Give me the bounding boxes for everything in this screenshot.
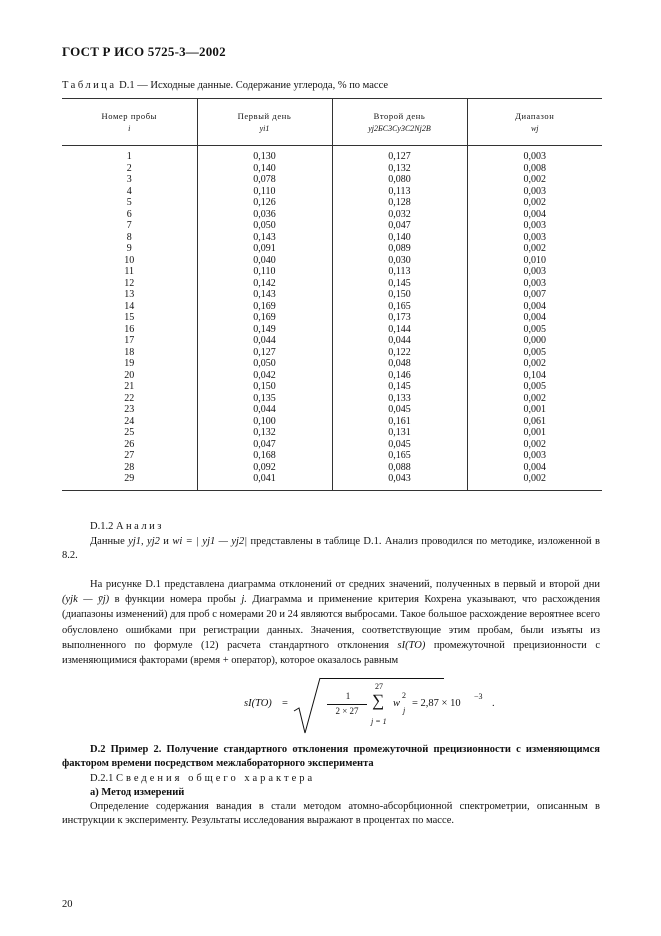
cell-day1: 0,100 [197,416,332,428]
cell-day2: 0,165 [332,450,467,462]
cell-sample: 22 [124,392,135,404]
col-header-day2: Второй день yj2БС3Су3С2Nj2В [332,99,467,146]
cell-sample: 21 [124,381,135,392]
cell-day1: 0,130 [197,146,332,163]
fraction-denominator: 2 × 27 [335,706,359,716]
cell-range: 0,001 [467,404,602,416]
cell-range: 0,005 [467,347,602,359]
cell-range: 0,003 [467,146,602,163]
table-row [62,347,602,359]
cell-range: 0,003 [467,278,602,290]
table-row [62,324,602,336]
table-row [62,404,602,416]
cell-range: 0,000 [467,335,602,347]
cell-range: 0,002 [467,358,602,370]
cell-day1: 0,169 [197,312,332,324]
cell-day2: 0,045 [332,439,467,451]
cell-day2: 0,030 [332,255,467,267]
cell-range: 0,004 [467,312,602,324]
table-row [62,439,602,451]
cell-day2: 0,113 [332,266,467,278]
cell-day1: 0,044 [197,335,332,347]
cell-sample: 24 [124,415,135,427]
col-header-range: Диапазон wj [467,99,602,146]
cell-day2: 0,044 [332,335,467,347]
cell-day1: 0,127 [197,347,332,359]
cell-day2: 0,122 [332,347,467,359]
cell-day2: 0,161 [332,416,467,428]
cell-day1: 0,149 [197,324,332,336]
cell-day1: 0,143 [197,232,332,244]
cell-day2: 0,132 [332,163,467,175]
table-row [62,266,602,278]
cell-day1: 0,050 [197,358,332,370]
cell-range: 0,004 [467,462,602,474]
section-d12-heading: D.1.2 Анализ [90,521,164,532]
cell-day1: 0,050 [197,220,332,232]
table-row [62,393,602,405]
cell-day1: 0,143 [197,289,332,301]
cell-day1: 0,132 [197,427,332,439]
cell-range: 0,003 [467,220,602,232]
cell-range: 0,002 [467,473,602,490]
sqrt-sign-icon [292,677,322,737]
table-row [62,232,602,244]
sum-term: w [393,698,401,709]
cell-day1: 0,135 [197,393,332,405]
cell-range: 0,003 [467,266,602,278]
table-row [62,197,602,209]
cell-sample: 17 [124,335,135,346]
table-row [62,209,602,221]
cell-sample: 11 [124,266,135,277]
cell-day1: 0,078 [197,174,332,186]
formula-lhs: sI(TO) [244,698,272,709]
sum-term-power: 2 [402,691,406,700]
sum-term-index: j [403,706,406,715]
cell-day2: 0,128 [332,197,467,209]
cell-day2: 0,145 [332,278,467,290]
caption-label: Таблица [62,80,117,91]
cell-day2: 0,089 [332,243,467,255]
cell-day2: 0,043 [332,473,467,490]
cell-sample: 14 [124,300,135,312]
cell-day1: 0,168 [197,450,332,462]
table-row [62,186,602,198]
cell-sample: 8 [126,231,132,243]
cell-sample: 4 [126,185,132,197]
formula-exponent: −3 [474,692,483,701]
formula-block: sI(TO) = 1 2 × 27 27 ∑ j = 1 w 2 j = 2,87 × 10 −3 . [222,677,482,737]
cell-day1: 0,091 [197,243,332,255]
cell-sample: 13 [124,289,135,300]
section-d2-body: Определение содержания ванадия в стали методом атомно-абсорбционной спектрометрии, описанным в инструкции к эксперименту. Результаты исследования выражают в процентах по массе. [62,801,600,827]
caption-number: D.1 [119,80,135,91]
cell-day2: 0,140 [332,232,467,244]
cell-day2: 0,047 [332,220,467,232]
table-row [62,462,602,474]
cell-day2: 0,113 [332,186,467,198]
cell-day1: 0,142 [197,278,332,290]
cell-sample: 10 [124,254,135,266]
table-row [62,289,602,301]
section-d2-title: D.2 Пример 2. Получение стандартного отклонения промежуточной прецизионности с изменяющимся фактором времени посредством межлабораторного эксперимента [62,744,600,770]
cell-range: 0,004 [467,301,602,313]
section-d21-heading: D.2.1 Сведения общего характера [90,773,316,784]
table-header-row [62,99,602,146]
cell-sample: 3 [126,174,132,185]
table-row [62,174,602,186]
cell-day2: 0,131 [332,427,467,439]
cell-day1: 0,042 [197,370,332,382]
section-d12-para2: На рисунке D.1 представлена диаграмма отклонений от средних значений, полученных в первый и второй дни (yjk — ȳj) в функции номера пробы j. Диаграмма и применение критерия Кохрена указывают, что расхождения (диапазоны изменений) для проб с номерами 20 и 24 являются выбросами. Такое большое расхождение вероятнее всего обусловлено ошибками при регистрации данных. Значения, соответствующие этим пробам, были изъяты из выполненного по формуле (12) расчета стандартного отклонения sI(TO) промежуточной прецизионности с изменяющимися факторами (время + оператор), которое оказалось равным [62,579,601,667]
cell-day2: 0,145 [332,381,467,393]
cell-sample: 20 [124,369,135,381]
item-a: а) Метод измерений [90,787,185,798]
page-number: 20 [62,899,73,910]
table-caption [62,80,388,91]
cell-sample: 16 [124,323,135,335]
cell-day2: 0,127 [332,146,467,163]
cell-range: 0,003 [467,232,602,244]
cell-day1: 0,140 [197,163,332,175]
cell-day2: 0,032 [332,209,467,221]
cell-day1: 0,047 [197,439,332,451]
cell-day2: 0,133 [332,393,467,405]
cell-day1: 0,041 [197,473,332,490]
cell-range: 0,005 [467,381,602,393]
cell-range: 0,001 [467,427,602,439]
cell-range: 0,002 [467,243,602,255]
cell-range: 0,010 [467,255,602,267]
sum-sign: ∑ [372,691,385,710]
cell-range: 0,061 [467,416,602,428]
cell-sample: 5 [126,197,132,208]
cell-day1: 0,040 [197,255,332,267]
cell-sample: 23 [124,404,135,415]
table-row [62,427,602,439]
cell-range: 0,008 [467,163,602,175]
cell-sample: 2 [126,162,132,174]
cell-sample: 9 [126,243,132,254]
cell-day1: 0,169 [197,301,332,313]
cell-day2: 0,146 [332,370,467,382]
cell-range: 0,002 [467,174,602,186]
cell-day2: 0,150 [332,289,467,301]
cell-day1: 0,036 [197,209,332,221]
cell-range: 0,004 [467,209,602,221]
table-row [62,312,602,324]
formula-result: = 2,87 × 10 [412,698,461,709]
cell-sample: 7 [126,220,132,231]
cell-range: 0,007 [467,289,602,301]
cell-range: 0,003 [467,186,602,198]
cell-sample: 26 [124,438,135,450]
caption-text: — Исходные данные. Содержание углерода, % по массе [137,80,389,91]
cell-range: 0,002 [467,197,602,209]
cell-day1: 0,126 [197,197,332,209]
cell-sample: 6 [126,208,132,220]
cell-day2: 0,144 [332,324,467,336]
cell-day1: 0,092 [197,462,332,474]
cell-sample: 25 [124,427,135,438]
table-row [62,220,602,232]
cell-sample: 19 [124,358,135,369]
cell-day1: 0,150 [197,381,332,393]
cell-day2: 0,080 [332,174,467,186]
cell-sample: 15 [124,312,135,323]
cell-day1: 0,044 [197,404,332,416]
table-row [62,450,602,462]
table-row [62,243,602,255]
cell-sample: 18 [124,346,135,358]
cell-range: 0,003 [467,450,602,462]
table-row [62,416,602,428]
cell-sample: 29 [62,473,197,490]
cell-sample: 28 [124,461,135,473]
cell-sample: 27 [124,450,135,461]
col-header-sample: Номер пробы i [62,99,197,146]
cell-day2: 0,165 [332,301,467,313]
data-table [62,98,602,491]
table-row [62,473,602,490]
cell-day2: 0,048 [332,358,467,370]
sum-lower-limit: j = 1 [371,717,387,726]
table-row [62,335,602,347]
cell-sample: 1 [126,151,132,162]
table-row [62,358,602,370]
cell-day2: 0,088 [332,462,467,474]
sum-upper-limit: 27 [375,682,383,691]
table-row [62,278,602,290]
table-row [62,163,602,175]
section-d12-para1: Данные yj1, yj2 и wi = | yj1 — yj2| представлены в таблице D.1. Анализ проводился по методике, изложенной в 8.2. [62,536,601,562]
cell-range: 0,002 [467,439,602,451]
cell-range: 0,104 [467,370,602,382]
document-header: ГОСТ Р ИСО 5725-3—2002 [62,44,226,59]
cell-range: 0,002 [467,393,602,405]
table-row [62,301,602,313]
table-row [62,370,602,382]
table-row [62,381,602,393]
col-header-day1: Первый день yi1 [197,99,332,146]
fraction-numerator: 1 [345,691,351,701]
cell-range: 0,005 [467,324,602,336]
cell-day2: 0,045 [332,404,467,416]
table-row [62,255,602,267]
cell-day1: 0,110 [197,186,332,198]
table-row [62,146,602,163]
cell-day2: 0,173 [332,312,467,324]
cell-sample: 12 [124,277,135,289]
cell-day1: 0,110 [197,266,332,278]
